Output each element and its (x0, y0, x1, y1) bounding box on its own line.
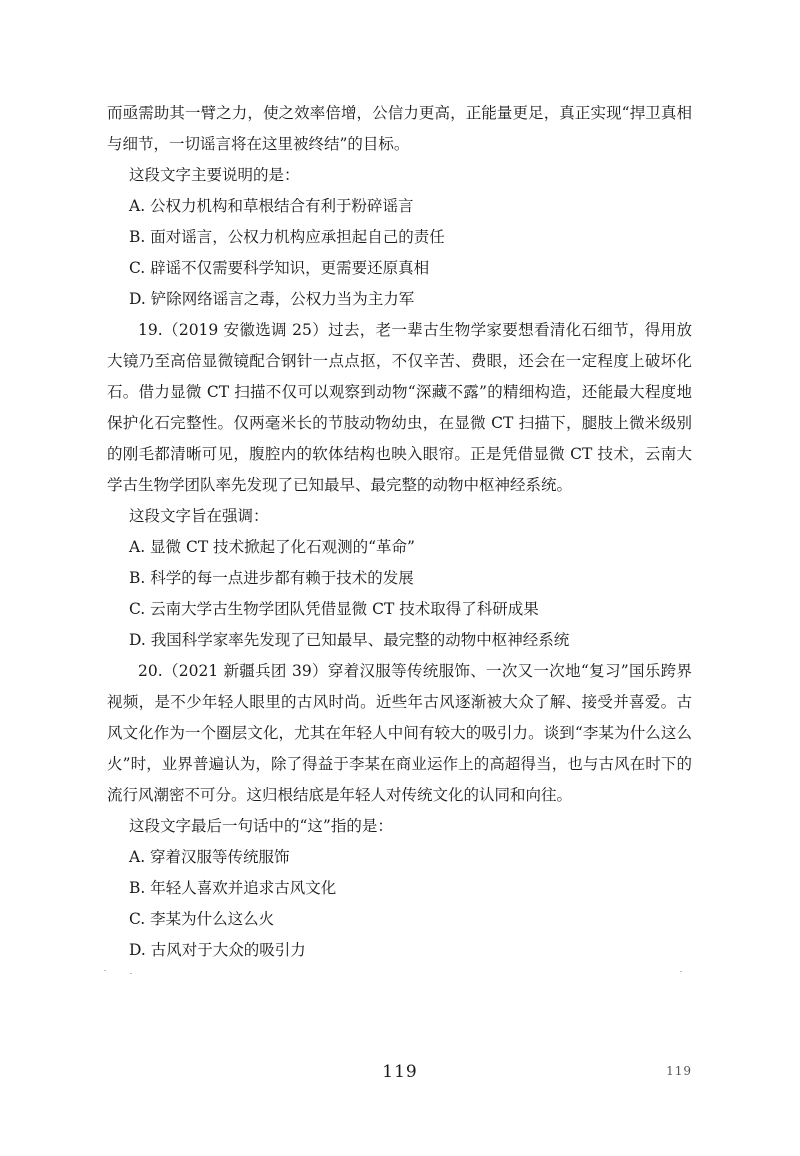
question-18-block (107, 160, 692, 315)
top-paragraph: 而亟需助其一臂之力，使之效率倍增，公信力更高，正能量更足，真正实现“捍卫真相与细节，一切谣言将在这里被终结”的目标。 (107, 104, 692, 153)
q20-source: （2021 新疆兵团 39） (162, 662, 328, 680)
page-number: 119 (382, 1062, 418, 1082)
q20-prompt: 这段文字最后一句话中的“这”指的是： (129, 817, 393, 835)
question-19-block (107, 315, 692, 656)
q18-option-d: D. 铲除网络谣言之毒，公权力当为主力军 (129, 290, 415, 308)
q20-option-b: B. 年轻人喜欢并追求古风文化 (129, 879, 337, 897)
q19-option-c: C. 云南大学古生物学团队凭借显微 CT 技术取得了科研成果 (129, 600, 539, 618)
q20-option-d: D. 古风对于大众的吸引力 (129, 941, 306, 959)
q19-text: 过去，老一辈古生物学家要想看清化石细节，得用放大镜乃至高倍显微镜配合钢针一点点抠，不仅辛苦、费眼，还会在一定程度上破坏化石。借力显微 CT 扫描不仅可以观察到动物“深藏不露”的精细构造，还能最大程度地保护化石完整性。仅两毫米长的节肢动物幼虫，在显微 CT 扫描下，腿肢上微米级别的刚毛都清晰可见，腹腔内的软体结构也映入眼帘。正是凭借显微 CT 技术，云南大学古生物学团队率先发现了已知最早、最完整的动物中枢神经系统。 (107, 321, 692, 494)
q20-option-c: C. 李某为什么这么火 (129, 910, 275, 928)
question-20-block (107, 656, 692, 966)
q18-option-a: A. 公权力机构和草根结合有利于粉碎谣言 (129, 197, 414, 215)
q18-prompt: 这段文字主要说明的是： (129, 166, 300, 184)
q19-option-a: A. 显微 CT 技术掀起了化石观测的“革命” (129, 538, 415, 556)
q18-option-c: C. 辟谣不仅需要科学知识，更需要还原真相 (129, 259, 430, 277)
scan-speckles (100, 968, 700, 978)
page-content (107, 98, 692, 966)
q19-option-b: B. 科学的每一点进步都有赖于技术的发展 (129, 569, 414, 587)
q19-prompt: 这段文字旨在强调： (129, 507, 269, 525)
q20-number: 20. (138, 662, 163, 680)
q20-option-a: A. 穿着汉服等传统服饰 (129, 848, 290, 866)
q20-stem (107, 656, 692, 811)
q20-text: 穿着汉服等传统服饰、一次又一次地“复习”国乐跨界视频，是不少年轻人眼里的古风时尚。近些年古风逐渐被大众了解、接受并喜爱。古风文化作为一个圈层文化，尤其在年轻人中间有较大的吸引力。谈到“李某为什么这么火”时，业界普遍认为，除了得益于李某在商业运作上的高超得当，也与古风在时下的流行风潮密不可分。这归根结底是年轻人对传统文化的认同和向往。 (107, 662, 692, 804)
q19-source: （2019 安徽选调 25） (162, 321, 329, 339)
q18-option-b: B. 面对谣言，公权力机构应承担起自己的责任 (129, 228, 445, 246)
corner-page-mark: 119 (666, 1064, 692, 1078)
q19-option-d: D. 我国科学家率先发现了已知最早、最完整的动物中枢神经系统 (129, 631, 570, 649)
q19-stem (107, 315, 692, 501)
q19-number: 19. (138, 321, 163, 339)
